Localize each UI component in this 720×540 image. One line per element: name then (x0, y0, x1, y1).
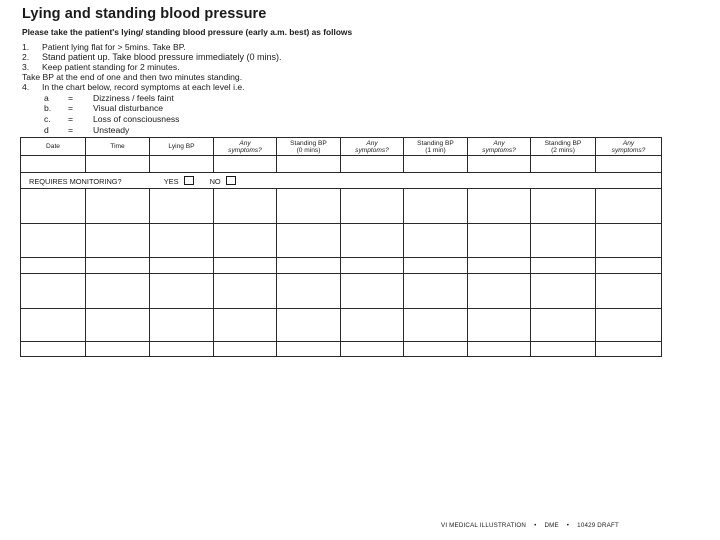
header-date: Date (21, 138, 86, 156)
table-cell[interactable] (596, 258, 662, 274)
header-symptoms: Any symptoms? (596, 138, 662, 156)
step-number: 3. (22, 62, 30, 72)
table-cell[interactable] (596, 224, 662, 258)
table-cell[interactable] (341, 309, 404, 342)
table-cell[interactable] (214, 189, 277, 224)
symptom-text: Dizziness / feels faint (93, 93, 174, 103)
step-text: In the chart below, record symptoms at each level i.e. (42, 82, 245, 92)
table-cell[interactable] (21, 309, 86, 342)
table-cell[interactable] (214, 156, 277, 173)
table-cell[interactable] (214, 224, 277, 258)
table-cell[interactable] (277, 342, 341, 357)
table-cell[interactable] (531, 309, 596, 342)
symptom-separator: = (68, 103, 74, 113)
step-number: 1. (22, 42, 30, 52)
table-cell[interactable] (214, 309, 277, 342)
table-cell[interactable] (531, 224, 596, 258)
table-cell[interactable] (341, 258, 404, 274)
table-cell[interactable] (341, 224, 404, 258)
table-cell[interactable] (277, 224, 341, 258)
table-cell[interactable] (150, 258, 214, 274)
table-cell[interactable] (21, 274, 86, 309)
header-standing-bp-2: Standing BP (2 mins) (531, 138, 596, 156)
monitoring-cell (21, 173, 662, 189)
monitoring-label: REQUIRES MONITORING? (29, 176, 122, 186)
table-row (21, 274, 662, 309)
table-cell[interactable] (21, 258, 86, 274)
symptom-text: Unsteady (93, 125, 130, 135)
table-cell[interactable] (468, 309, 531, 342)
symptom-code: c. (44, 114, 51, 124)
table-cell[interactable] (86, 274, 150, 309)
table-cell[interactable] (86, 224, 150, 258)
table-cell[interactable] (468, 342, 531, 357)
table-cell[interactable] (596, 156, 662, 173)
table-cell[interactable] (468, 274, 531, 309)
monitoring-yes-checkbox[interactable] (184, 176, 194, 185)
monitoring-no-checkbox[interactable] (226, 176, 236, 185)
table-cell[interactable] (150, 156, 214, 173)
step-text: Keep patient standing for 2 minutes. (42, 62, 180, 72)
table-cell[interactable] (86, 309, 150, 342)
footer-separator: • (566, 522, 570, 529)
footer-code: 10429 DRAFT (577, 522, 619, 529)
footer-separator: • (534, 522, 537, 529)
header-lying-bp: Lying BP (150, 138, 214, 156)
table-cell[interactable] (150, 224, 214, 258)
table-cell[interactable] (277, 258, 341, 274)
table-cell[interactable] (214, 274, 277, 309)
table-row (21, 342, 662, 357)
table-cell[interactable] (531, 342, 596, 357)
table-cell[interactable] (404, 274, 468, 309)
table-cell[interactable] (404, 258, 468, 274)
symptom-code: d (44, 125, 49, 135)
table-cell[interactable] (531, 189, 596, 224)
footer-org: VI MEDICAL ILLUSTRATION (441, 522, 527, 529)
table-cell[interactable] (341, 189, 404, 224)
table-cell[interactable] (341, 274, 404, 309)
table-row (21, 258, 662, 274)
table-cell[interactable] (531, 156, 596, 173)
monitoring-yes-label: YES (163, 176, 179, 186)
table-cell[interactable] (404, 156, 468, 173)
table-cell[interactable] (214, 342, 277, 357)
table-cell[interactable] (531, 274, 596, 309)
header-symptoms: Any symptoms? (341, 138, 404, 156)
table-cell[interactable] (21, 189, 86, 224)
table-cell[interactable] (468, 156, 531, 173)
table-cell[interactable] (21, 224, 86, 258)
table-cell[interactable] (404, 189, 468, 224)
step-number: 2. (22, 52, 30, 62)
step-text: Take BP at the end of one and then two minutes standing. (22, 72, 243, 82)
header-time: Time (86, 138, 150, 156)
table-row (21, 224, 662, 258)
table-cell[interactable] (468, 224, 531, 258)
table-cell[interactable] (531, 258, 596, 274)
table-cell[interactable] (596, 342, 662, 357)
table-cell[interactable] (86, 342, 150, 357)
table-row (21, 309, 662, 342)
table-cell[interactable] (277, 156, 341, 173)
footer-dept: DME (544, 522, 559, 529)
table-cell[interactable] (150, 274, 214, 309)
step-number: 4. (22, 82, 30, 92)
symptom-separator: = (68, 125, 74, 135)
header-standing-bp-0: Standing BP (0 mins) (277, 138, 341, 156)
table-cell[interactable] (404, 342, 468, 357)
table-cell[interactable] (86, 189, 150, 224)
table-cell[interactable] (86, 258, 150, 274)
header-symptoms: Any symptoms? (214, 138, 277, 156)
table-cell[interactable] (341, 342, 404, 357)
monitoring-row (21, 173, 662, 189)
table-cell[interactable] (468, 258, 531, 274)
symptom-code: b. (44, 103, 52, 113)
table-cell[interactable] (86, 156, 150, 173)
symptom-separator: = (68, 114, 74, 124)
table-cell[interactable] (277, 309, 341, 342)
monitoring-no-label: NO (209, 176, 221, 186)
bp-record-table (20, 137, 662, 357)
symptom-code: a (44, 93, 49, 103)
table-cell[interactable] (150, 342, 214, 357)
table-cell[interactable] (214, 258, 277, 274)
step-text: Stand patient up. Take blood pressure immediately (0 mins). (42, 52, 282, 62)
table-cell[interactable] (596, 309, 662, 342)
footer (441, 522, 619, 529)
table-cell[interactable] (21, 156, 86, 173)
table-cell[interactable] (150, 189, 214, 224)
header-symptoms: Any symptoms? (468, 138, 531, 156)
symptom-text: Visual disturbance (93, 103, 164, 113)
table-cell[interactable] (596, 274, 662, 309)
step-text: Patient lying flat for > 5mins. Take BP. (42, 42, 186, 52)
table-header-row (21, 138, 662, 156)
table-row (21, 189, 662, 224)
table-cell[interactable] (21, 342, 86, 357)
header-standing-bp-1: Standing BP (1 min) (404, 138, 468, 156)
table-row (21, 156, 662, 173)
document-title: Lying and standing blood pressure (22, 6, 267, 22)
symptom-separator: = (68, 93, 74, 103)
table-cell[interactable] (277, 189, 341, 224)
symptom-text: Loss of consciousness (93, 114, 180, 124)
table-cell[interactable] (404, 224, 468, 258)
table-cell[interactable] (150, 309, 214, 342)
table-cell[interactable] (341, 156, 404, 173)
document-subtitle: Please take the patient's lying/ standing blood pressure (early a.m. best) as follows (22, 27, 353, 37)
table-cell[interactable] (596, 189, 662, 224)
table-cell[interactable] (468, 189, 531, 224)
table-cell[interactable] (277, 274, 341, 309)
table-cell[interactable] (404, 309, 468, 342)
